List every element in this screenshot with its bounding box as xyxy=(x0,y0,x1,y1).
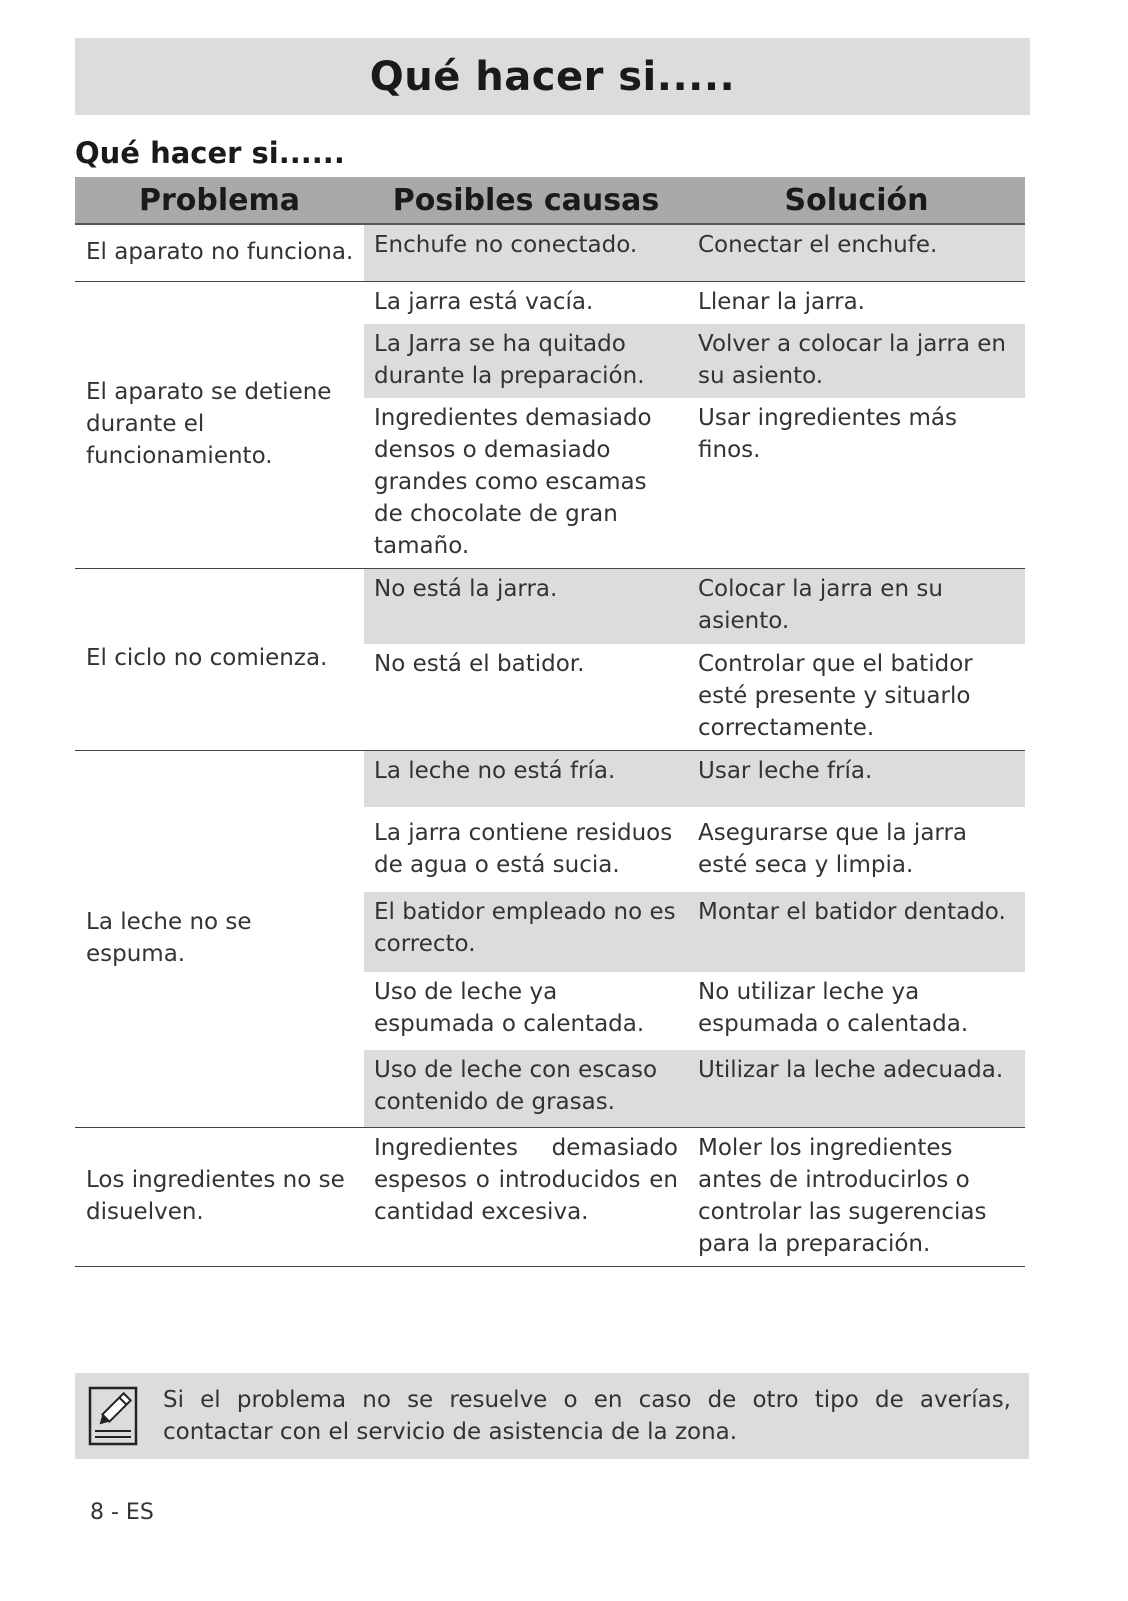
header-problem: Problema xyxy=(75,177,364,224)
header-causes: Posibles causas xyxy=(364,177,688,224)
cause-cell: No está el batidor. xyxy=(374,651,585,677)
solution-cell: Moler los ingredientes antes de introducirlos o controlar las sugerencias para la preparación. xyxy=(688,1128,1025,1267)
cause-cell: No está la jarra. xyxy=(364,568,688,644)
title-bar xyxy=(75,38,1030,115)
note-box xyxy=(75,1373,1029,1459)
solution-cell: Controlar que el batidor esté presente y situarlo correctamente. xyxy=(698,651,973,741)
problem-cell: La leche no se espuma. xyxy=(75,751,364,1128)
table-row xyxy=(75,1128,1025,1267)
cause-cell: Uso de leche con escaso contenido de grasas. xyxy=(364,1050,688,1128)
table-header-row xyxy=(75,177,1025,224)
cause-cell: Ingredientes demasiado densos o demasiado grandes como escamas de chocolate de gran tamaño. xyxy=(374,404,652,559)
cause-cell: La jarra contiene residuos de agua o está sucia. xyxy=(374,819,673,878)
table-row xyxy=(75,751,1025,807)
cause-cell: La Jarra se ha quitado durante la preparación. xyxy=(364,324,688,398)
table-row xyxy=(75,281,1025,324)
header-solution: Solución xyxy=(688,177,1025,224)
problem-cell: Los ingredientes no se disuelven. xyxy=(75,1128,364,1267)
pencil-note-icon xyxy=(87,1385,139,1447)
cause-cell: Enchufe no conectado. xyxy=(364,224,688,281)
solution-cell: Utilizar la leche adecuada. xyxy=(688,1050,1025,1128)
troubleshooting-table xyxy=(75,177,1025,1267)
solution-cell: Usar leche fría. xyxy=(688,751,1025,807)
table-row xyxy=(75,224,1025,281)
solution-cell: Llenar la jarra. xyxy=(688,281,1025,324)
page-title: Qué hacer si..... xyxy=(369,53,736,100)
cause-cell: Uso de leche ya espumada o calentada. xyxy=(374,978,645,1037)
problem-cell: El aparato se detiene durante el funcionamiento. xyxy=(75,281,364,568)
cause-cell: Ingredientes demasiado espesos o introducidos en cantidad excesiva. xyxy=(364,1128,688,1267)
cause-cell: La jarra está vacía. xyxy=(364,281,688,324)
solution-cell: No utilizar leche ya espumada o calentada. xyxy=(698,978,969,1037)
solution-cell: Montar el batidor dentado. xyxy=(688,892,1025,972)
table-row xyxy=(75,568,1025,644)
solution-cell: Colocar la jarra en su asiento. xyxy=(688,568,1025,644)
cause-cell: El batidor empleado no es correcto. xyxy=(364,892,688,972)
section-title: Qué hacer si...... xyxy=(75,136,345,170)
solution-cell: Asegurarse que la jarra esté seca y limpia. xyxy=(698,819,968,878)
solution-cell: Conectar el enchufe. xyxy=(688,224,1025,281)
solution-cell: Usar ingredientes más finos. xyxy=(698,404,958,463)
solution-cell: Volver a colocar la jarra en su asiento. xyxy=(688,324,1025,398)
page-number: 8 - ES xyxy=(90,1500,154,1525)
cause-cell: La leche no está fría. xyxy=(364,751,688,807)
problem-cell: El aparato no funciona. xyxy=(75,224,364,281)
note-text: Si el problema no se resuelve o en caso de otro tipo de averías, contactar con el servicio de asistencia de la zona. xyxy=(163,1387,1011,1445)
problem-cell: El ciclo no comienza. xyxy=(75,568,364,751)
